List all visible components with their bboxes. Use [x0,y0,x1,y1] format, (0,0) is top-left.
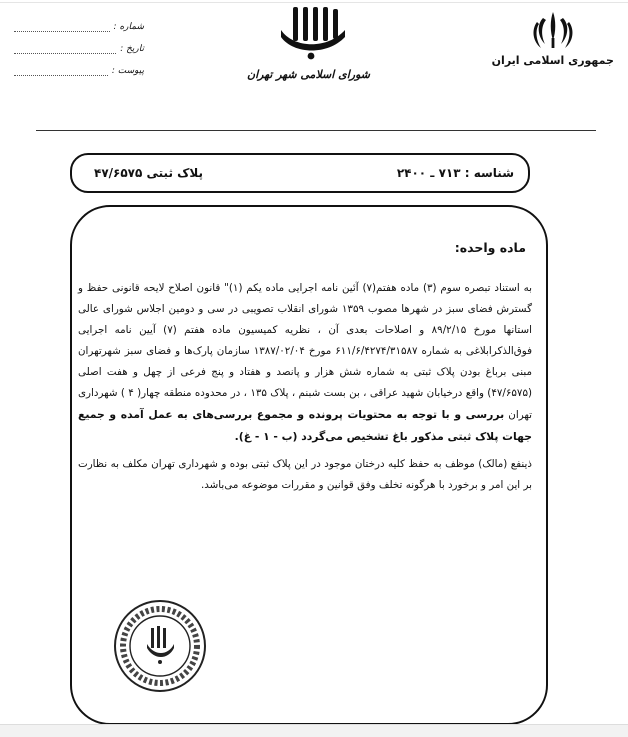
registered-plate: پلاک ثبتی ۴۷/۶۵۷۵ [94,166,204,180]
country-header [492,8,614,67]
paragraph-1-bold-text: بررسی و با توجه به محتویات پرونده و مجموع بررسی‌های به عمل آمده و جمیع جهات پلاک ثبتی مذکور باغ تشخیص می‌گردد (ب - ۱ - غ). [78,408,532,443]
plate-info-box [70,153,530,193]
country-name: جمهوری اسلامی ایران [491,54,614,67]
national-emblem-icon [529,8,577,52]
meta-date-dots [14,43,116,54]
meta-number-row [14,10,144,32]
scan-bottom-strip [0,724,628,737]
resolution-heading: ماده واحده: [454,240,526,255]
resolution-body [78,240,532,496]
meta-attachment-label: پیوست : [111,66,144,76]
city-council-logo-icon [275,4,353,62]
meta-attachment-dots [14,65,108,76]
meta-number-label: شماره : [113,22,144,32]
meta-number-dots [14,21,110,32]
letter-meta [14,10,144,76]
council-seal-icon [112,598,208,694]
paragraph-1-text: به استناد تبصره سوم (۳) ماده هفتم(۷) آئین نامه اجرایی ماده یکم (۱)" قانون اصلاح لایحه قانونی حفظ و گسترش فضای سبز در شهرها مصوب ۱۳۵۹ شورای انقلاب تصویبی در سی و دومین اجلاس شورای عالی استانها مورخ ۸۹/۲/۱۵ و اصلاحات بعدی آن ، نظریه کمیسیون ماده هفتم (۷) آیین نامه اجرایی فوق‌الذکرابلاغی به شماره ۶۱۱/۶/۴۲۷۴/۳۱۵۸۷ مورخ ۱۳۸۷/۰۲/۰۴ سازمان پارک‌ها و فضای سبز شهرتهران مبنی برباغ بودن پلاک ثبتی به شماره شش هزار و پانصد و هفتاد و پنج فرعی از چهل و هفت اصلی (۴۷/۶۵۷۵) واقع درخیابان شهید عراقی ، بن بست شبنم ، پلاک ۱۳۵ ، در محدوده منطقه چهار( ۴ ) شهرداری تهران [78,282,533,421]
meta-date-row [14,32,144,54]
id-number: شناسه : ۷۱۳ ـ ۲۴۰۰ [396,166,514,180]
resolution-paragraph-2: ذینفع (مالک) موظف به حفظ کلیه درختان موجود در این پلاک ثبتی بوده و شهرداری تهران مکلف به نظارت بر این امر و برخورد با هرگونه تخلف وفق قوانین و مقررات موضوعه می‌باشد. [78,458,532,491]
scan-artifact-line [0,2,628,3]
council-name: شورای اسلامی شهر تهران [247,68,370,81]
resolution-paragraph-1 [78,278,532,448]
council-header [247,4,370,81]
meta-attachment-row [14,54,144,76]
meta-date-label: تاریخ : [120,44,144,54]
header-separator [36,130,596,131]
